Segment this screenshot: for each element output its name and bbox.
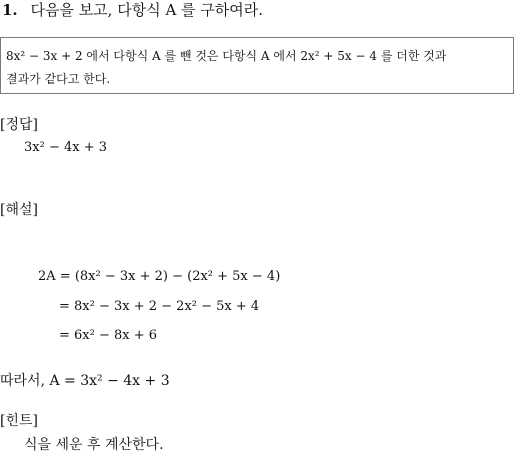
answer-label: [정답] [0, 117, 38, 133]
solution-label: [해설] [0, 202, 38, 218]
answer-value: 3x² − 4x + 3 [24, 140, 108, 155]
question-title [2, 0, 263, 20]
hint-text: 식을 세운 후 계산한다. [24, 437, 164, 453]
question-text: 다음을 보고, 다항식 A 를 구하여라. [30, 1, 264, 19]
hint-label: [힌트] [0, 413, 38, 429]
solution-step-3: = 6x² − 8x + 6 [59, 328, 158, 343]
problem-text-line1: 8x² − 3x + 2 에서 다항식 A 를 뺀 것은 다항식 A 에서 2x² + 5x − 4 를 더한 것과 [6, 49, 447, 63]
solution-step-1: 2A = (8x² − 3x + 2) − (2x² + 5x − 4) [38, 269, 281, 284]
solution-conclusion: 따라서, A = 3x² − 4x + 3 [0, 373, 170, 389]
solution-step-2: = 8x² − 3x + 2 − 2x² − 5x + 4 [59, 299, 260, 314]
problem-text-line2: 결과가 같다고 한다. [6, 72, 111, 86]
question-number: 1. [2, 1, 18, 19]
